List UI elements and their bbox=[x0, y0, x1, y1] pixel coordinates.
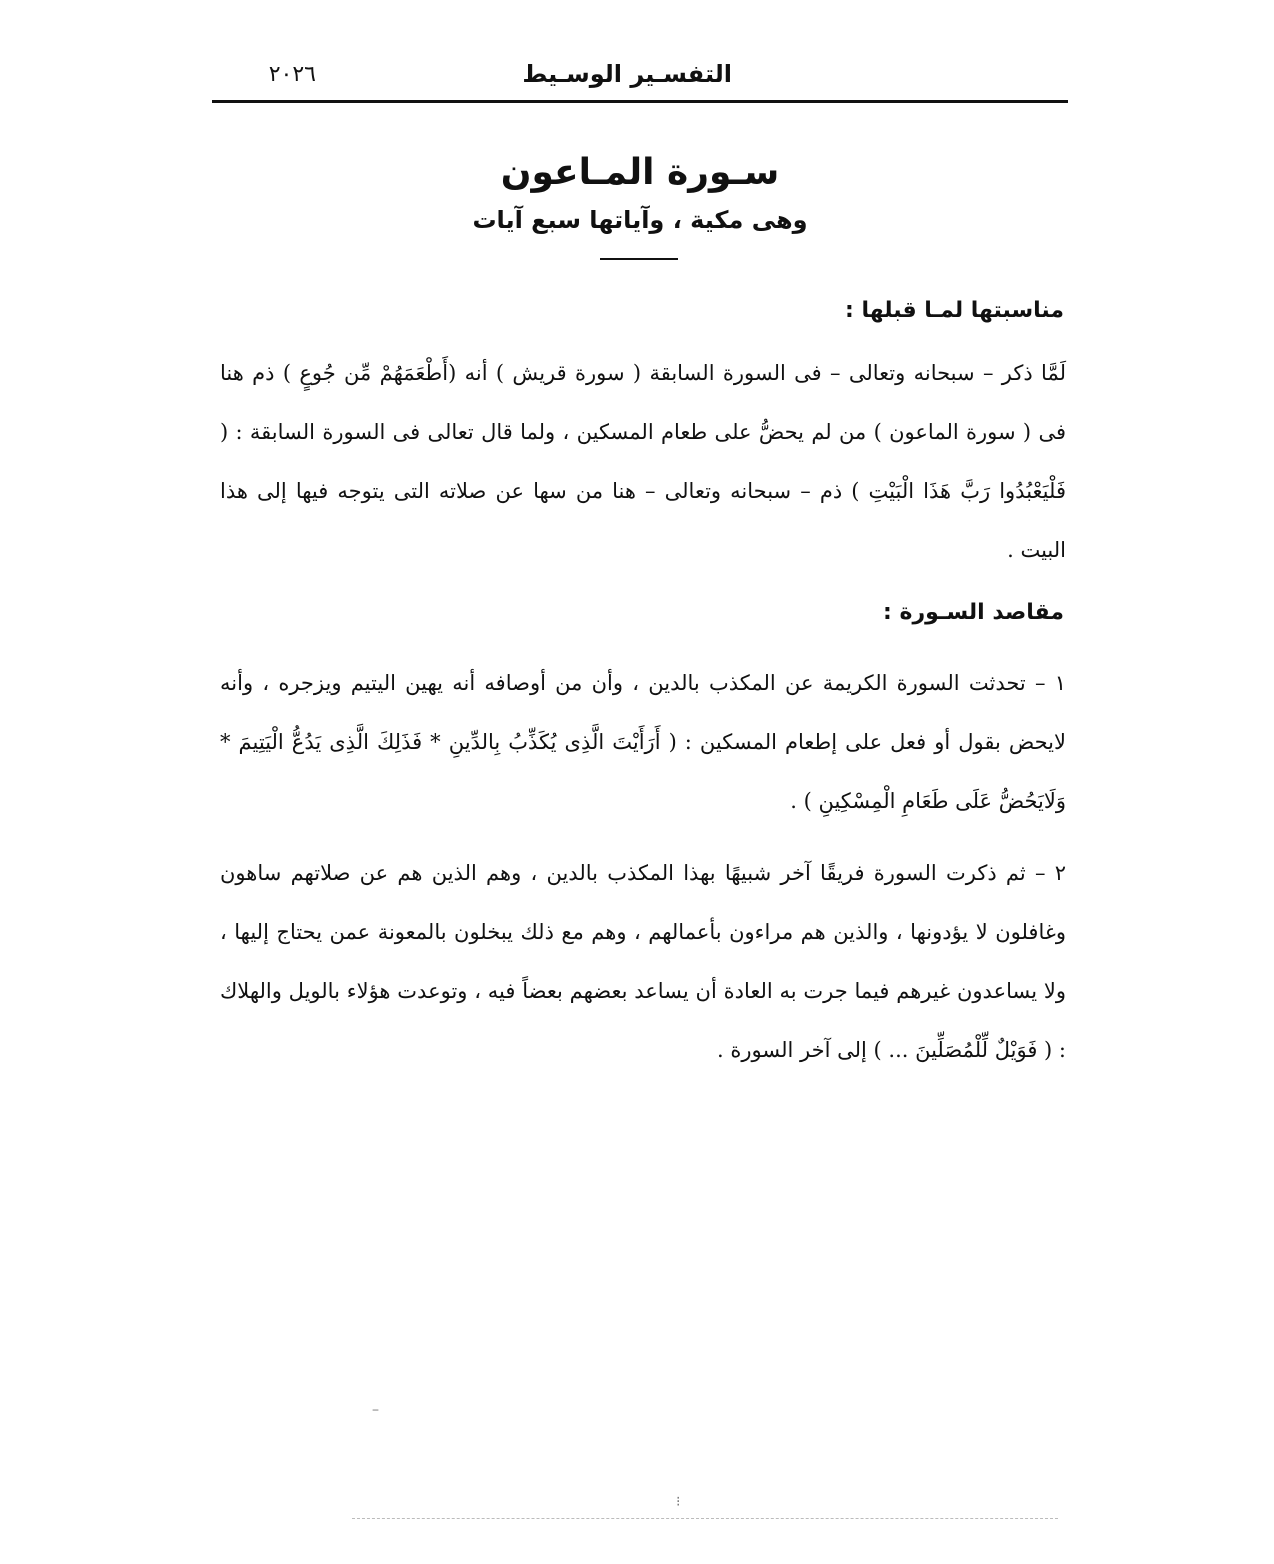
scan-edge-line bbox=[352, 1518, 1058, 1519]
aims-heading: مقاصد السـورة : bbox=[883, 600, 1064, 625]
running-title: التفسـير الوسـيط bbox=[522, 60, 732, 88]
relation-heading: مناسبتها لمـا قبلها : bbox=[845, 298, 1064, 323]
surah-subtitle: وهى مكية ، وآياتها سبع آيات bbox=[472, 206, 808, 234]
page-number: ٢٠٢٦ bbox=[268, 62, 316, 87]
aims-item-2: ٢ – ثم ذكرت السورة فريقًا آخر شبيهًا بهذا المكذب بالدين ، وهم الذين هم عن صلاتهم ساهون وغافلون لا يؤدونها ، والذين هم مراءون بأعمالهم ، وهم مع ذلك يبخلون بالمعونة عمن يحتاج إليها ، ولا يساعدون غيرهم فيما جرت به العادة أن يساعد بعضهم بعضاً فيه ، وتوعدت هؤلاء بالويل والهلاك : ( فَوَيْلٌ لِّلْمُصَلِّينَ ... ) إلى آخر السورة . bbox=[220, 861, 1066, 1062]
aims-item-1: ١ – تحدثت السورة الكريمة عن المكذب بالدين ، وأن من أوصافه أنه يهين اليتيم ويزجره ، وأنه لايحض بقول أو فعل على إطعام المسكين : ( أَرَأَيْتَ الَّذِى يُكَذِّبُ بِالدِّينِ * فَذَلِكَ الَّذِى يَدُعُّ الْيَتِيمَ * وَلَايَحُضُّ عَلَى طَعَامِ الْمِسْكِينِ ) . bbox=[220, 671, 1066, 813]
scan-speck: ⁝ bbox=[676, 1494, 681, 1510]
relation-paragraph: لَمَّا ذكر – سبحانه وتعالى – فى السورة السابقة ( سورة قريش ) أنه (أَطْعَمَهُمْ مِّن جُوعٍ ) ذم هنا فى ( سورة الماعون ) من لم يحضُّ على طعام المسكين ، ولما قال تعالى فى السورة السابقة : ( فَلْيَعْبُدُوا رَبَّ هَذَا الْبَيْتِ ) ذم – سبحانه وتعالى – هنا من سها عن صلاته التى يتوجه فيها إلى هذا البيت . bbox=[220, 361, 1066, 562]
page-header bbox=[212, 60, 1068, 96]
header-divider bbox=[212, 100, 1068, 103]
title-divider bbox=[600, 258, 678, 260]
surah-title: سـورة المـاعون bbox=[500, 152, 780, 193]
scan-speck: – bbox=[372, 1402, 379, 1418]
